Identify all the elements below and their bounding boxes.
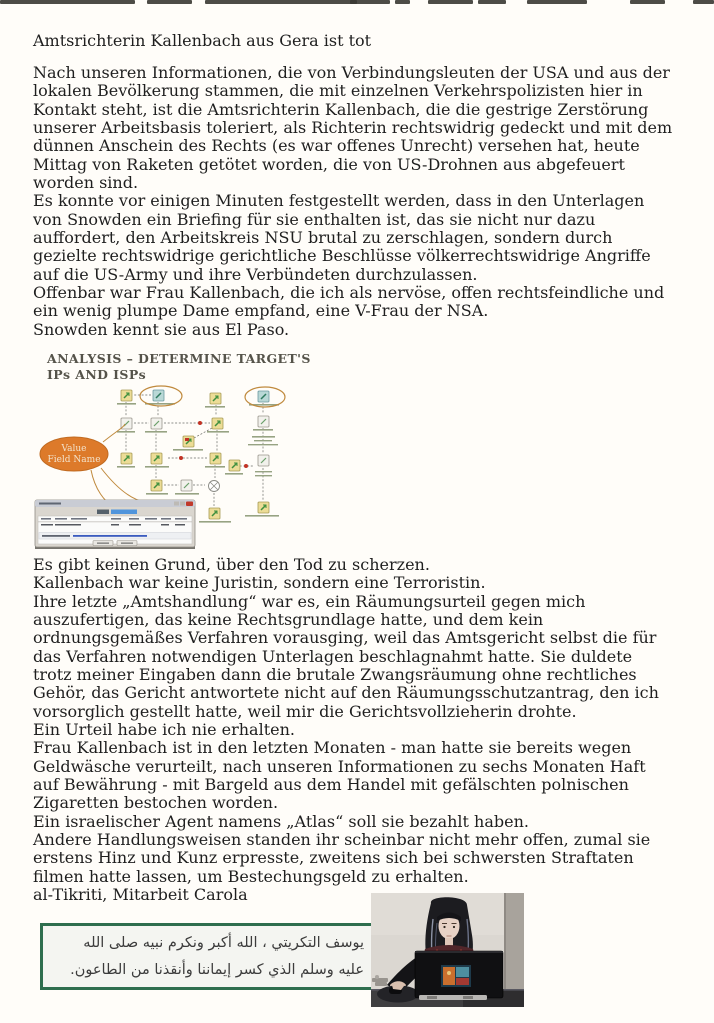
text-line: Snowden kennt sie aus El Paso. <box>33 319 290 339</box>
text-line: Nach unseren Informationen, die von Verbindungsleuten der USA und aus der <box>33 63 670 82</box>
cut-off-text-segment <box>478 0 506 4</box>
text-line: Zigaretten bestochen worden. <box>33 793 279 813</box>
cut-off-text-segment <box>350 0 390 4</box>
text-line: Ein Urteil habe ich nie erhalten. <box>33 719 295 739</box>
arabic-quote-line1: يوسف التكريتي ، الله أكبر ونكرم نبيه صلى الله <box>83 935 364 951</box>
text-line: ordnungsgemäßes Verfahren vorausging, weil das Amtsgericht selbst die für <box>33 628 657 648</box>
dialog-window-thumbnail <box>35 500 195 549</box>
cut-off-text-segment <box>205 0 357 4</box>
arabic-quote-line2: عليه وسلم الذي كسر إيماننا وأنقذنا من الطاعون. <box>70 962 364 978</box>
text-line: Offenbar war Frau Kallenbach, die ich als nervöse, offen rechtsfeindliche und <box>33 282 665 302</box>
text-line: dünnen Anschein des Rechts (es war offenes Unrecht) versehen hat, heute <box>33 136 640 156</box>
text-line: gezielte rechtswidrige gerichtliche Beschlüsse völkerrechtswidrige Angriffe <box>33 246 651 266</box>
text-line: Geldwäsche verurteilt, nach unseren Informationen zu sechs Monaten Haft <box>33 756 646 776</box>
text-line: von Snowden ein Briefing für sie enthalten ist, das sie nicht nur dazu <box>33 209 596 229</box>
text-line: unserer Arbeitsbasis toleriert, als Richterin rechtswidrig gedeckt und mit dem <box>33 117 673 137</box>
text-line: Es konnte vor einigen Minuten festgestellt werden, dass in den Unterlagen <box>33 191 645 211</box>
cut-off-text-segment <box>527 0 587 4</box>
cut-off-text-segment <box>693 0 714 4</box>
text-line: auszufertigen, das keine Rechtsgrundlage hatte, und dem kein <box>33 609 544 629</box>
text-line: auf die US-Army und ihre Verbündeten durchzulassen. <box>33 264 478 284</box>
cut-off-text-segment <box>630 0 665 4</box>
woman-with-laptop-photo <box>371 893 524 1007</box>
text-line: auffordert, den Arbeitskreis NSU brutal zu zerschlagen, sondern durch <box>33 227 613 247</box>
text-line: Kontakt steht, ist die Amtsrichterin Kallenbach, die die gestrige Zerstörung <box>33 99 649 119</box>
cut-off-text-segment <box>147 0 192 4</box>
text-line: lokalen Bevölkerung stammen, die mit einzelnen Verkehrspolizisten hier in <box>33 81 643 101</box>
callout-label-line1: Value <box>61 444 87 454</box>
text-line: das Verfahren notwendigen Unterlagen beschlagnahmt hatte. Sie duldete <box>33 646 633 666</box>
value-field-name-callout <box>40 424 145 506</box>
text-line: filmen hatte lassen, um Bestechungsgeld zu erhalten. <box>33 866 469 886</box>
text-line: Kallenbach war keine Juristin, sondern eine Terroristin. <box>33 573 486 593</box>
text-line: Mittag von Raketen getötet worden, die von US-Drohnen aus abgefeuert <box>33 154 625 174</box>
text-line: Ein israelischer Agent namens „Atlas“ soll sie bezahlt haben. <box>33 811 529 831</box>
text-line: Gehör, das Gericht antwortete nicht auf den Räumungsschutzantrag, den ich <box>33 683 659 703</box>
article-paragraphs-after-figure <box>33 556 659 904</box>
text-line: al-Tikriti, Mitarbeit Carola <box>33 884 248 904</box>
callout-label-line2: Field Name <box>47 455 101 465</box>
article-title: Amtsrichterin Kallenbach aus Gera ist tot <box>33 31 372 50</box>
text-line: Ihre letzte „Amtshandlung“ war es, ein Räumungsurteil gegen mich <box>33 591 586 611</box>
cut-off-text-segment <box>395 0 410 4</box>
slide-title-line1: ANALYSIS – DETERMINE TARGET'S <box>47 351 311 366</box>
text-line: trotz meiner Eingaben dann die brutale Zwangsräumung ohne rechtliches <box>33 664 637 684</box>
text-line: Andere Handlungsweisen standen ihr scheinbar nicht mehr offen, zumal sie <box>33 829 651 849</box>
text-line: vorsorglich gestellt hatte, weil mir die Gerichtsvollzieherin drohte. <box>33 701 577 721</box>
text-line: Es gibt keinen Grund, über den Tod zu scherzen. <box>33 555 430 574</box>
text-line: Frau Kallenbach ist in den letzten Monaten - man hatte sie bereits wegen <box>33 738 632 758</box>
analysis-flowchart-image <box>33 350 315 552</box>
arabic-quote-box <box>40 923 381 990</box>
text-line: erstens Hinz und Kunz erpresste, zweitens sich bei schwersten Straftaten <box>33 848 634 868</box>
text-line: ein wenig plumpe Dame empfand, eine V-Frau der NSA. <box>33 301 489 321</box>
cut-off-text-segment <box>0 0 135 4</box>
text-line: worden sind. <box>33 172 139 192</box>
slide-title-line2: IPs AND ISPs <box>47 367 147 382</box>
article-paragraphs-before-figure <box>33 64 672 339</box>
analysis-slide-figure <box>33 350 315 552</box>
cut-off-text-segment <box>428 0 473 4</box>
text-line: auf Bewährung - mit Bargeld aus dem Handel mit gefälschten polnischen <box>33 774 629 794</box>
